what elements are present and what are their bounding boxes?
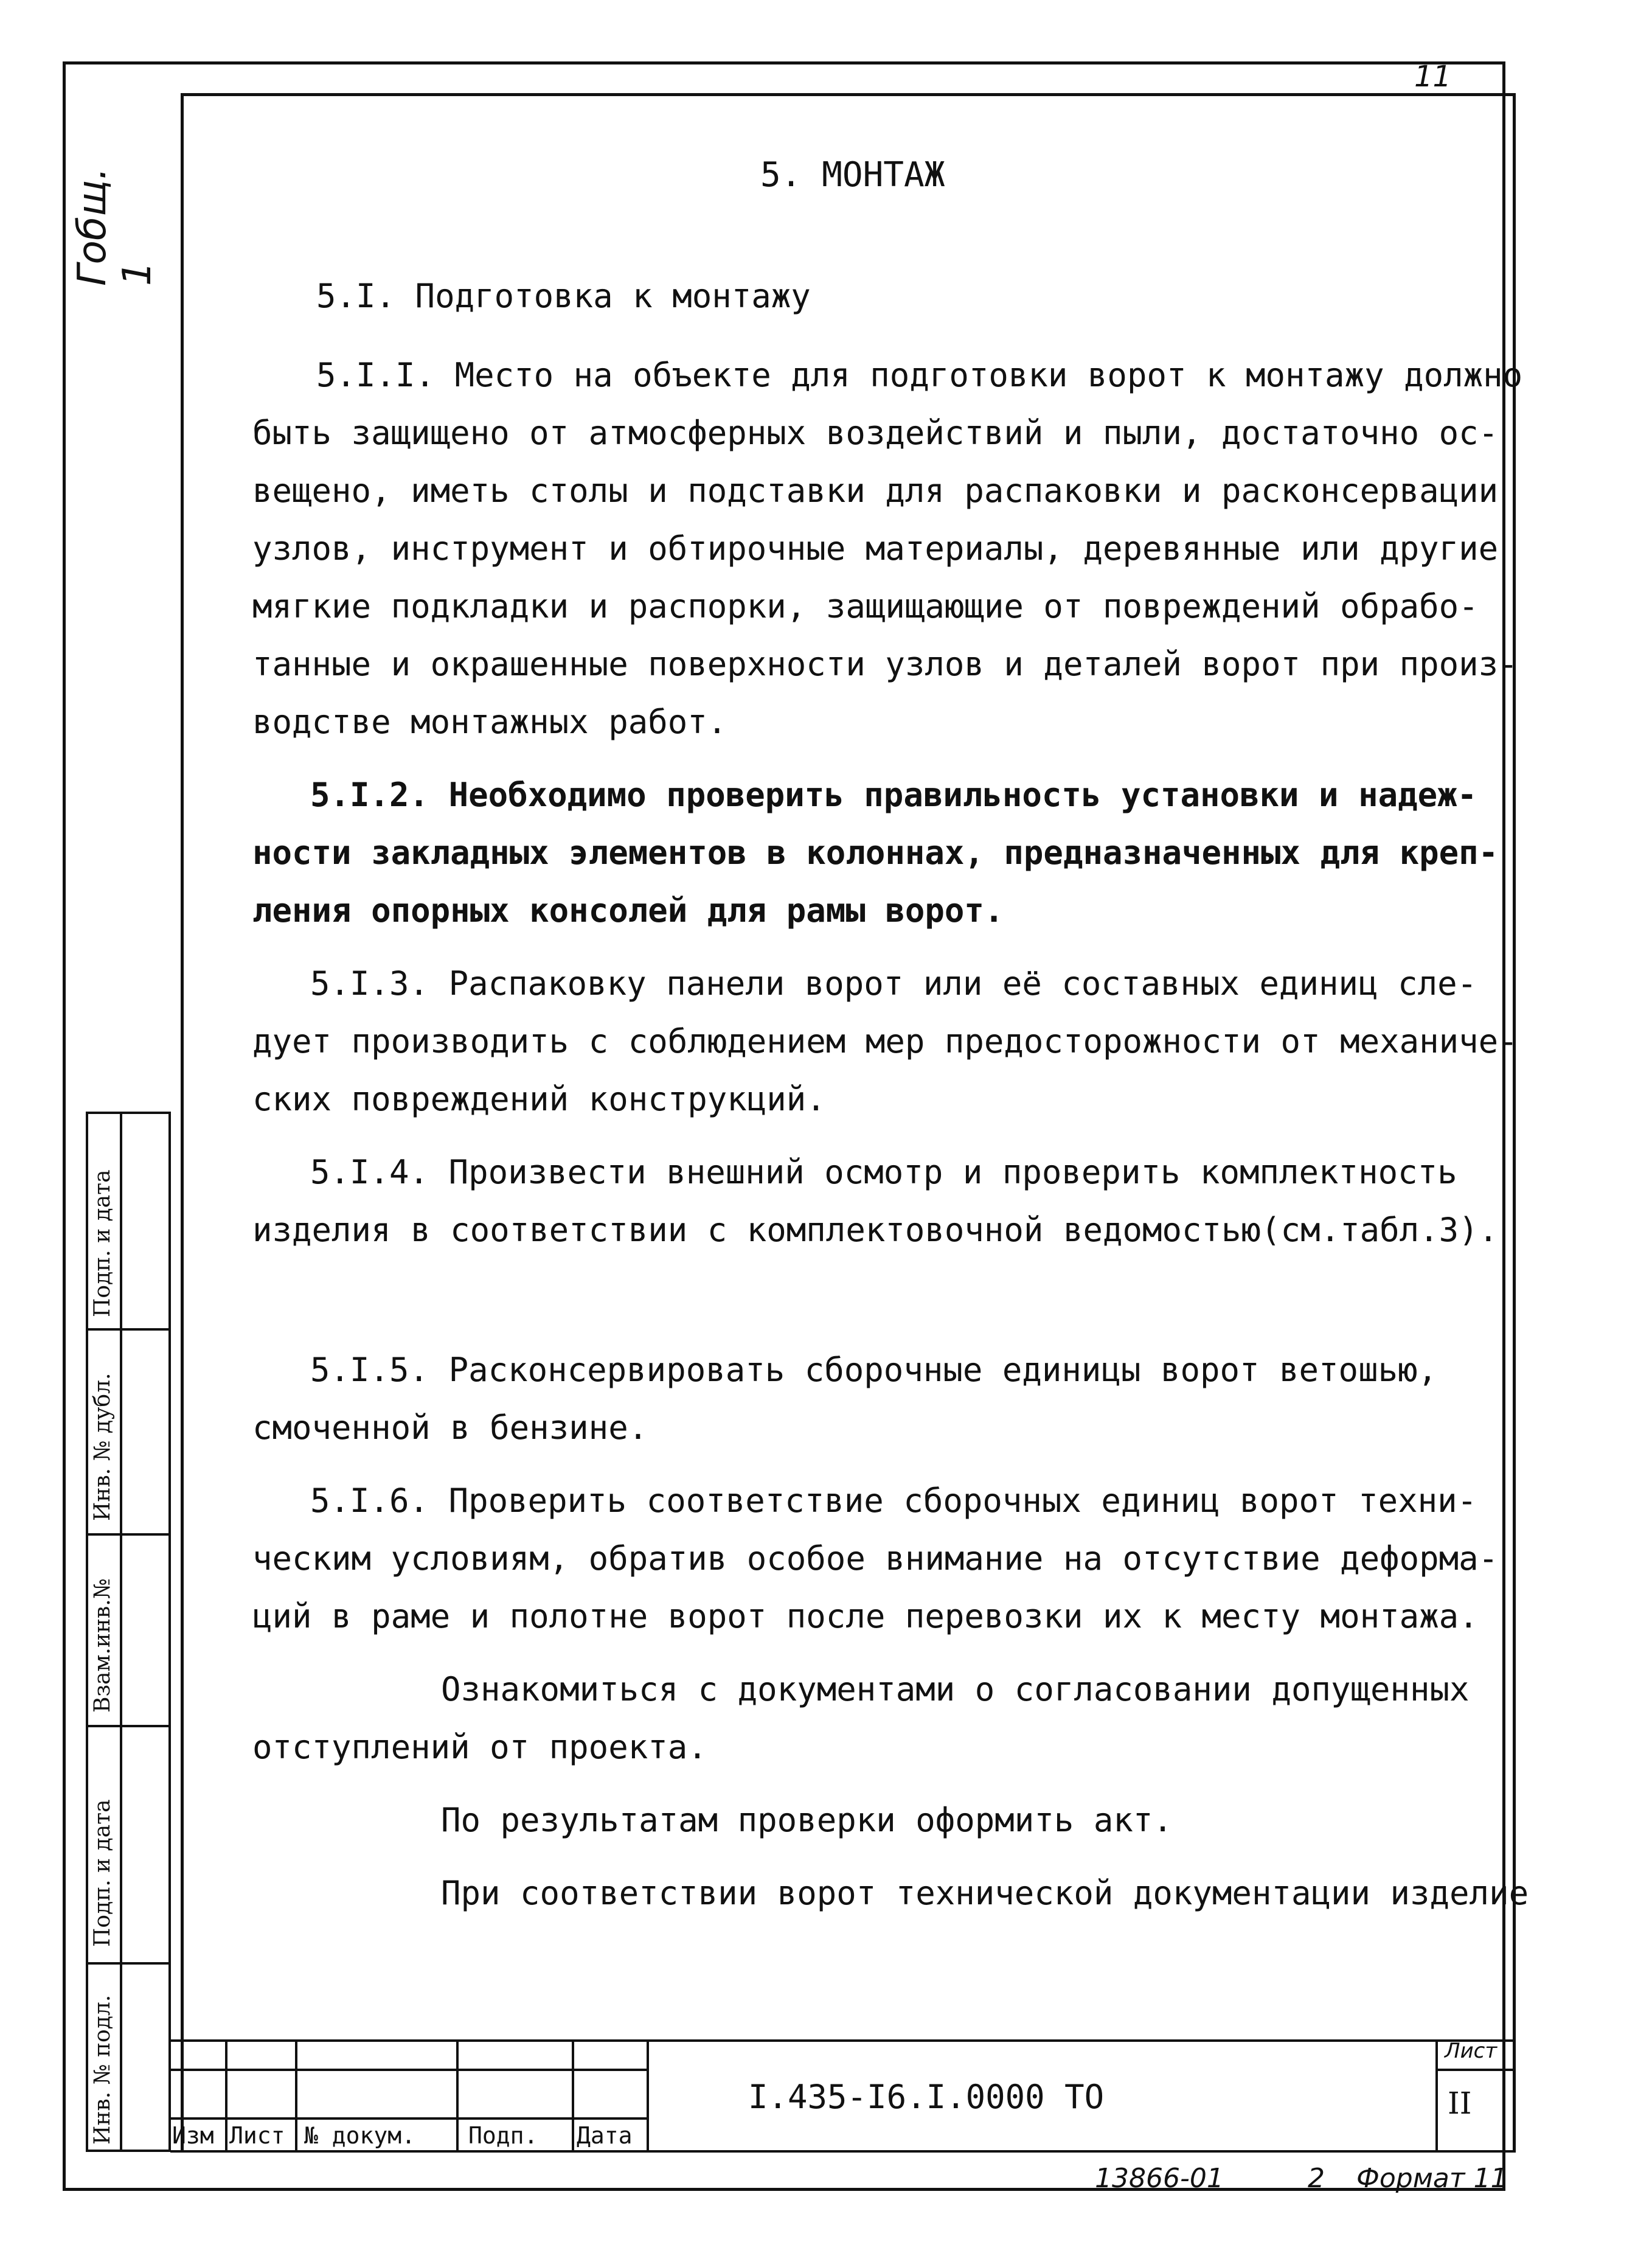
title-block-top-line bbox=[170, 2039, 1516, 2042]
paragraph-line: смоченной в бензине. bbox=[252, 1408, 648, 1447]
title-block-col-line bbox=[225, 2039, 227, 2150]
title-block-col-line bbox=[295, 2039, 297, 2150]
subsection-heading: 5.I. Подготовка к монтажу bbox=[316, 277, 811, 315]
title-block-n-dokum: № докум. bbox=[304, 2122, 416, 2149]
title-block-grid-line bbox=[170, 2069, 648, 2071]
paragraph-line: 5.I.6. Проверить соответствие сборочных единиц ворот техни- bbox=[310, 1481, 1477, 1520]
title-block-col-line bbox=[572, 2039, 574, 2150]
paragraph-line: ческим условиям, обратив особое внимание на отсутствие деформа- bbox=[252, 1539, 1499, 1578]
paragraph-line: 5.I.2. Необходимо проверить правильность установки и надеж- bbox=[310, 776, 1477, 814]
section-title: 5. МОНТАЖ bbox=[760, 155, 945, 195]
side-label-inv-podl: Инв. № подл. bbox=[90, 1994, 115, 2145]
title-block-data: Дата bbox=[577, 2122, 633, 2149]
title-block-grid-line bbox=[1435, 2069, 1516, 2071]
paragraph-line: мягкие подкладки и распорки, защищающие от повреждений обрабо- bbox=[252, 587, 1479, 625]
title-block-col-line bbox=[456, 2039, 459, 2150]
title-block-col-line bbox=[1435, 2039, 1438, 2150]
title-block-sheet-label: Лист bbox=[1445, 2039, 1498, 2063]
side-label-inv-dubl: Инв. № дубл. bbox=[90, 1373, 115, 1521]
paragraph-line: По результатам проверки оформить акт. bbox=[441, 1801, 1173, 1839]
paragraph-line: При соответствии ворот технической документации изделие bbox=[441, 1874, 1529, 1912]
paragraph-line: дует производить с соблюдением мер предосторожности от механиче- bbox=[252, 1022, 1518, 1060]
paragraph-line: узлов, инструмент и обтирочные материалы, деревянные или другие bbox=[252, 529, 1499, 568]
title-block-list: Лист bbox=[229, 2122, 285, 2149]
side-strip-divider bbox=[120, 1112, 122, 2152]
paragraph-line: танные и окрашенные поверхности узлов и деталей ворот при произ- bbox=[252, 645, 1518, 683]
title-block-izm: Изм bbox=[172, 2122, 214, 2149]
handwritten-margin-note: Гобщ. 1 bbox=[70, 167, 160, 286]
side-label-podp-data: Подп. и дата bbox=[90, 1169, 115, 1317]
title-block-grid-line bbox=[170, 2117, 648, 2120]
side-strip-row-line bbox=[86, 1328, 171, 1331]
paragraph-line: водстве монтажных работ. bbox=[252, 703, 727, 741]
side-label-podp-data-bottom: Подп. и дата bbox=[90, 1799, 115, 1947]
handwritten-page-number: 11 bbox=[1414, 60, 1452, 94]
side-strip-row-line bbox=[86, 1725, 171, 1727]
title-block-podp: Подп. bbox=[468, 2122, 538, 2149]
paragraph-line: изделия в соответствии с комплектовочной ведомостью(см.табл.3). bbox=[252, 1211, 1499, 1249]
paragraph-line: Ознакомиться с документами о согласовании допущенных bbox=[441, 1670, 1470, 1708]
paragraph-line: 5.I.4. Произвести внешний осмотр и проверить комплектность bbox=[310, 1153, 1457, 1191]
footer-copy-number: 2 bbox=[1308, 2163, 1325, 2194]
title-block-sheet-number: II bbox=[1448, 2086, 1472, 2121]
side-strip-row-line bbox=[86, 1533, 171, 1536]
side-strip-row-line bbox=[86, 1962, 171, 1965]
title-block-col-line bbox=[647, 2039, 649, 2150]
paragraph-line: 5.I.3. Распаковку панели ворот или её составных единиц сле- bbox=[310, 964, 1477, 1003]
paragraph-line: ности закладных элементов в колоннах, предназначенных для креп- bbox=[252, 834, 1499, 872]
page-inner-frame bbox=[181, 93, 1516, 2153]
paragraph-line: вещено, иметь столы и подставки для распаковки и расконсервации bbox=[252, 472, 1499, 510]
side-label-vzam-inv: Взам.инв.№ bbox=[90, 1578, 115, 1713]
footer-inventory-number: 13866-01 bbox=[1095, 2163, 1224, 2194]
document-code: I.435-I6.I.0000 ТО bbox=[748, 2078, 1105, 2116]
paragraph-line: 5.I.5. Расконсервировать сборочные единицы ворот ветошью, bbox=[310, 1351, 1438, 1389]
paragraph-line: 5.I.I. Место на объекте для подготовки ворот к монтажу должно bbox=[316, 356, 1523, 394]
footer-format: Формат 11 bbox=[1356, 2163, 1508, 2194]
paragraph-line: ления опорных консолей для рамы ворот. bbox=[252, 891, 1004, 930]
paragraph-line: быть защищено от атмосферных воздействий и пыли, достаточно ос- bbox=[252, 414, 1499, 452]
paragraph-line: ских повреждений конструкций. bbox=[252, 1080, 826, 1118]
paragraph-line: отступлений от проекта. bbox=[252, 1728, 707, 1766]
title-block-bottom-line bbox=[170, 2150, 1516, 2153]
paragraph-line: ций в раме и полотне ворот после перевозки их к месту монтажа. bbox=[252, 1597, 1479, 1635]
